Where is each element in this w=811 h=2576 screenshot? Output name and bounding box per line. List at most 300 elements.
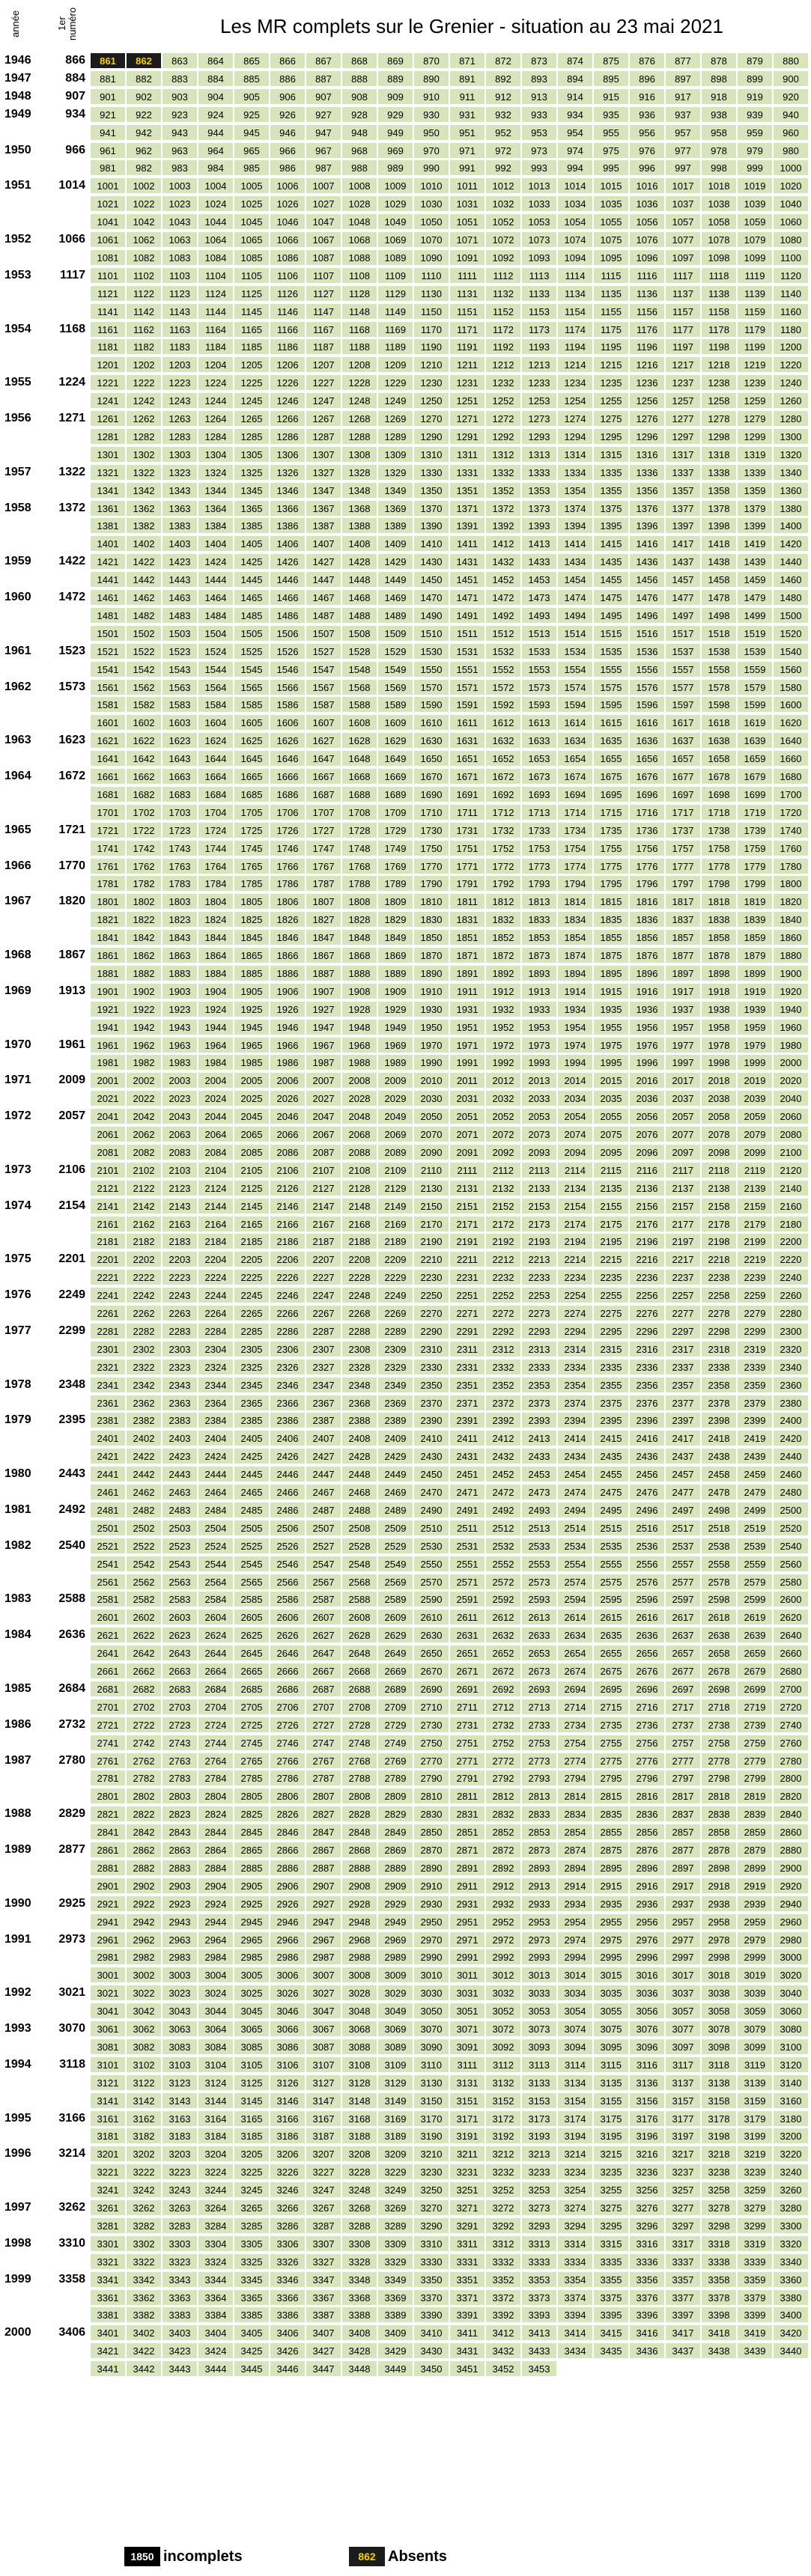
issue-cell: 2330 [413, 1359, 449, 1375]
issue-cell: 1328 [341, 464, 377, 481]
issue-cell: 1839 [737, 911, 773, 928]
issue-cell: 1025 [234, 195, 270, 212]
issue-cell: 1800 [773, 875, 809, 892]
issue-cell: 3415 [593, 2324, 629, 2341]
year-label: 1960 [4, 591, 31, 603]
issue-cell: 2177 [665, 1216, 701, 1232]
issue-cell: 1225 [234, 374, 270, 391]
issue-cell: 1030 [413, 195, 449, 212]
issue-cell: 1565 [234, 679, 270, 695]
year-label: 1962 [4, 680, 31, 693]
first-number-label: 2684 [58, 1681, 85, 1695]
issue-cell: 2674 [557, 1663, 593, 1679]
issue-cell: 1732 [485, 822, 521, 838]
issue-cell: 1855 [593, 929, 629, 946]
year-label: 1959 [4, 555, 31, 568]
issue-cell: 1143 [162, 303, 198, 320]
issue-cell: 3247 [306, 2181, 341, 2198]
issue-cell: 3424 [198, 2342, 234, 2359]
issue-cell: 2406 [270, 1430, 306, 1446]
issue-cell: 1595 [593, 696, 629, 713]
issue-cell: 2704 [198, 1699, 234, 1715]
issue-cell: 2134 [557, 1180, 593, 1196]
issue-cell: 2238 [701, 1269, 737, 1285]
issue-cell: 2931 [449, 1896, 485, 1912]
issue-cell: 999 [737, 159, 773, 176]
issue-cell: 2760 [773, 1735, 809, 1751]
issue-cell: 1718 [701, 804, 737, 820]
issue-cell: 2754 [557, 1735, 593, 1751]
issue-cell: 2597 [665, 1591, 701, 1607]
issue-cell: 2903 [162, 1878, 198, 1894]
issue-cell: 3400 [773, 2306, 809, 2323]
issue-cell: 2969 [377, 1931, 413, 1948]
issue-cell: 1809 [377, 893, 413, 910]
issue-cell: 1703 [162, 804, 198, 820]
issue-cell: 2603 [162, 1609, 198, 1625]
issue-cell: 2857 [665, 1824, 701, 1840]
issue-cell: 929 [377, 106, 413, 123]
issue-cell: 2388 [341, 1412, 377, 1428]
issue-cell: 3177 [665, 2110, 701, 2127]
issue-cell: 2917 [665, 1878, 701, 1894]
issue-cell: 2368 [341, 1395, 377, 1411]
issue-cell: 943 [162, 124, 198, 141]
issue-cell: 1086 [270, 249, 306, 266]
issue-cell: 1874 [557, 947, 593, 963]
year-label: 1947 [4, 71, 31, 85]
issue-cell: 3398 [701, 2306, 737, 2323]
issue-cell: 2355 [593, 1377, 629, 1393]
issue-cell: 2850 [413, 1824, 449, 1840]
issue-cell: 1721 [90, 822, 126, 838]
issue-cell: 2872 [485, 1842, 521, 1858]
issue-cell: 2825 [234, 1806, 270, 1822]
issue-cell: 3157 [665, 2092, 701, 2109]
issue-cell: 2207 [306, 1251, 341, 1267]
issue-cell: 2510 [413, 1520, 449, 1536]
issue-cell: 2984 [198, 1949, 234, 1965]
issue-cell: 2685 [234, 1681, 270, 1697]
issue-cell: 1628 [341, 732, 377, 749]
issue-cell: 2132 [485, 1180, 521, 1196]
issue-cell: 1656 [629, 750, 665, 767]
issue-cell: 1016 [629, 177, 665, 194]
issue-cell: 1321 [90, 464, 126, 481]
issue-cell: 1279 [737, 410, 773, 427]
first-number-label: 1322 [58, 465, 85, 478]
issue-cell: 1336 [629, 464, 665, 481]
issue-cell: 1616 [629, 714, 665, 731]
issue-cell: 1768 [341, 858, 377, 874]
issue-cell: 3235 [593, 2164, 629, 2180]
issue-cell: 1993 [521, 1054, 557, 1071]
issue-cell: 2656 [629, 1645, 665, 1661]
issue-cell: 1027 [306, 195, 341, 212]
issue-cell: 1691 [449, 786, 485, 803]
issue-cell: 2521 [90, 1538, 126, 1554]
issue-cell: 2757 [665, 1735, 701, 1751]
issue-cell: 993 [521, 159, 557, 176]
issue-cell: 1441 [90, 571, 126, 588]
issue-cell: 2150 [413, 1198, 449, 1214]
issue-cell: 947 [306, 124, 341, 141]
issue-cell: 1326 [270, 464, 306, 481]
issue-cell: 2117 [665, 1162, 701, 1178]
issue-cell: 2892 [485, 1860, 521, 1876]
issue-cell: 1903 [162, 983, 198, 999]
issue-cell: 3288 [341, 2217, 377, 2234]
issue-cell: 1491 [449, 607, 485, 624]
issue-cell: 1339 [737, 464, 773, 481]
issue-cell: 1458 [701, 571, 737, 588]
issue-cell: 2826 [270, 1806, 306, 1822]
issue-cell: 2358 [701, 1377, 737, 1393]
issue-cell: 1799 [737, 875, 773, 892]
issue-cell: 1312 [485, 446, 521, 463]
issue-cell: 2901 [90, 1878, 126, 1894]
issue-cell: 1601 [90, 714, 126, 731]
first-number-label: 2732 [58, 1717, 85, 1731]
issue-cell: 3101 [90, 2056, 126, 2073]
issue-cell: 2464 [198, 1484, 234, 1500]
issue-cell: 1646 [270, 750, 306, 767]
issue-cell: 3405 [234, 2324, 270, 2341]
issue-cell: 1084 [198, 249, 234, 266]
issue-cell: 1473 [521, 589, 557, 606]
issue-cell: 1645 [234, 750, 270, 767]
issue-cell: 2022 [126, 1090, 162, 1106]
issue-cell: 2278 [701, 1305, 737, 1321]
issue-cell: 1447 [306, 571, 341, 588]
issue-cell: 1660 [773, 750, 809, 767]
issue-cell: 3440 [773, 2342, 809, 2359]
issue-cell: 3349 [377, 2271, 413, 2288]
issue-cell: 3076 [629, 2021, 665, 2037]
issue-cell: 2162 [126, 1216, 162, 1232]
issue-cell: 1287 [306, 428, 341, 445]
issue-cell: 2805 [234, 1788, 270, 1804]
issue-cell: 2996 [629, 1949, 665, 1965]
issue-cell: 2512 [485, 1520, 521, 1536]
issue-cell: 2693 [521, 1681, 557, 1697]
issue-cell: 2420 [773, 1430, 809, 1446]
issue-cell: 3108 [341, 2056, 377, 2073]
issue-cell: 1509 [377, 625, 413, 642]
issue-cell: 1300 [773, 428, 809, 445]
issue-cell: 1911 [449, 983, 485, 999]
issue-cell: 3302 [126, 2235, 162, 2252]
issue-cell: 2939 [737, 1896, 773, 1912]
issue-cell: 2283 [162, 1323, 198, 1339]
issue-cell: 3129 [377, 2074, 413, 2091]
issue-cell: 2108 [341, 1162, 377, 1178]
issue-cell: 1737 [665, 822, 701, 838]
issue-cell: 3048 [341, 2003, 377, 2019]
issue-cell: 1539 [737, 643, 773, 660]
issue-cell: 3203 [162, 2146, 198, 2162]
issue-cell: 916 [629, 88, 665, 105]
issue-cell: 2488 [341, 1502, 377, 1518]
issue-cell: 1419 [737, 535, 773, 552]
issue-cell: 926 [270, 106, 306, 123]
issue-cell: 1876 [629, 947, 665, 963]
issue-cell: 3089 [377, 2038, 413, 2055]
issue-cell: 3106 [270, 2056, 306, 2073]
issue-cell: 1735 [593, 822, 629, 838]
issue-cell: 1416 [629, 535, 665, 552]
issue-cell: 3050 [413, 2003, 449, 2019]
issue-cell: 2043 [162, 1108, 198, 1124]
issue-cell: 1678 [701, 768, 737, 785]
issue-cell: 1837 [665, 911, 701, 928]
issue-cell: 2955 [593, 1913, 629, 1930]
issue-cell: 1861 [90, 947, 126, 963]
issue-cell: 1297 [665, 428, 701, 445]
issue-cell: 2959 [737, 1913, 773, 1930]
issue-cell: 1147 [306, 303, 341, 320]
issue-cell: 2451 [449, 1466, 485, 1482]
issue-cell: 915 [593, 88, 629, 105]
issue-cell: 2440 [773, 1448, 809, 1464]
issue-cell: 3256 [629, 2181, 665, 2198]
issue-cell: 1314 [557, 446, 593, 463]
issue-cell: 2123 [162, 1180, 198, 1196]
issue-cell: 3179 [737, 2110, 773, 2127]
issue-cell: 2623 [162, 1627, 198, 1643]
issue-cell: 1412 [485, 535, 521, 552]
issue-cell: 2232 [485, 1269, 521, 1285]
issue-cell: 2372 [485, 1395, 521, 1411]
issue-cell: 904 [198, 88, 234, 105]
issue-cell: 2285 [234, 1323, 270, 1339]
issue-cell: 2114 [557, 1162, 593, 1178]
issue-cell: 1353 [521, 482, 557, 499]
issue-cell: 921 [90, 106, 126, 123]
issue-cell: 2105 [234, 1162, 270, 1178]
issue-cell: 1452 [485, 571, 521, 588]
issue-cell: 3253 [521, 2181, 557, 2198]
issue-cell: 3105 [234, 2056, 270, 2073]
year-label: 1946 [4, 54, 31, 67]
issue-cell: 1813 [521, 893, 557, 910]
year-label: 1999 [4, 2272, 31, 2286]
first-number-label: 2106 [58, 1163, 85, 1176]
issue-cell: 2624 [198, 1627, 234, 1643]
issue-cell: 1560 [773, 661, 809, 678]
issue-cell: 863 [162, 52, 198, 69]
issue-cell: 2151 [449, 1198, 485, 1214]
issue-cell: 2250 [413, 1287, 449, 1303]
issue-cell: 1681 [90, 786, 126, 803]
issue-cell: 3282 [126, 2217, 162, 2234]
issue-cell: 2715 [593, 1699, 629, 1715]
issue-cell: 1136 [629, 285, 665, 302]
issue-cell: 2755 [593, 1735, 629, 1751]
issue-cell: 2648 [341, 1645, 377, 1661]
issue-cell: 1604 [198, 714, 234, 731]
issue-cell: 2971 [449, 1931, 485, 1948]
issue-cell: 1319 [737, 446, 773, 463]
issue-cell: 1372 [485, 500, 521, 517]
issue-cell: 1977 [665, 1037, 701, 1053]
issue-cell: 1858 [701, 929, 737, 946]
issue-cell: 1507 [306, 625, 341, 642]
issue-cell: 2484 [198, 1502, 234, 1518]
issue-cell: 1023 [162, 195, 198, 212]
issue-cell: 1177 [665, 321, 701, 338]
issue-cell: 3113 [521, 2056, 557, 2073]
issue-cell: 1465 [234, 589, 270, 606]
issue-cell: 2311 [449, 1341, 485, 1357]
issue-cell: 3258 [701, 2181, 737, 2198]
issue-cell: 1280 [773, 410, 809, 427]
issue-cell: 3023 [162, 1985, 198, 2001]
issue-cell: 3333 [521, 2253, 557, 2270]
issue-cell: 2413 [521, 1430, 557, 1446]
issue-cell: 1494 [557, 607, 593, 624]
issue-cell: 2508 [341, 1520, 377, 1536]
issue-cell: 2634 [557, 1627, 593, 1643]
first-number-label: 2780 [58, 1753, 85, 1767]
issue-cell: 1083 [162, 249, 198, 266]
issue-cell: 1941 [90, 1019, 126, 1035]
issue-cell: 1973 [521, 1037, 557, 1053]
issue-cell: 2327 [306, 1359, 341, 1375]
issue-cell: 2160 [773, 1198, 809, 1214]
issue-cell: 1777 [665, 858, 701, 874]
issue-cell: 2591 [449, 1591, 485, 1607]
issue-cell: 1623 [162, 732, 198, 749]
issue-cell: 2383 [162, 1412, 198, 1428]
issue-cell: 1116 [629, 267, 665, 284]
issue-cell: 1849 [377, 929, 413, 946]
issue-cell: 900 [773, 70, 809, 87]
issue-cell: 1624 [198, 732, 234, 749]
issue-cell: 1886 [270, 965, 306, 981]
year-label: 1990 [4, 1896, 31, 1910]
issue-cell: 1069 [377, 231, 413, 248]
issue-cell: 3430 [413, 2342, 449, 2359]
issue-cell: 2444 [198, 1466, 234, 1482]
issue-cell: 1478 [701, 589, 737, 606]
issue-cell: 1925 [234, 1001, 270, 1017]
first-number-label: 3262 [58, 2201, 85, 2214]
issue-cell: 1032 [485, 195, 521, 212]
issue-cell: 2377 [665, 1395, 701, 1411]
issue-cell: 2994 [557, 1949, 593, 1965]
issue-cell: 2945 [234, 1913, 270, 1930]
issue-cell: 1725 [234, 822, 270, 838]
issue-cell: 1269 [377, 410, 413, 427]
issue-cell: 1699 [737, 786, 773, 803]
issue-cell: 2848 [341, 1824, 377, 1840]
issue-cell: 1001 [90, 177, 126, 194]
issue-cell: 3445 [234, 2360, 270, 2377]
issue-cell: 2618 [701, 1609, 737, 1625]
issue-cell: 2040 [773, 1090, 809, 1106]
issue-cell: 2492 [485, 1502, 521, 1518]
issue-cell: 2270 [413, 1305, 449, 1321]
issue-cell: 3136 [629, 2074, 665, 2091]
issue-cell: 1440 [773, 553, 809, 570]
issue-cell: 2059 [737, 1108, 773, 1124]
year-label: 1974 [4, 1199, 31, 1212]
issue-cell: 2458 [701, 1466, 737, 1482]
issue-cell: 3192 [485, 2128, 521, 2144]
issue-cell: 3320 [773, 2235, 809, 2252]
issue-cell: 1026 [270, 195, 306, 212]
issue-cell: 2266 [270, 1305, 306, 1321]
issue-cell: 1625 [234, 732, 270, 749]
issue-cell: 2316 [629, 1341, 665, 1357]
issue-cell: 2577 [665, 1574, 701, 1590]
first-number-label: 3214 [58, 2147, 85, 2161]
issue-cell: 2268 [341, 1305, 377, 1321]
issue-cell: 2169 [377, 1216, 413, 1232]
year-label: 1976 [4, 1288, 31, 1302]
issue-cell: 1226 [270, 374, 306, 391]
legend-incomplets-label: incomplets [163, 2548, 243, 2565]
issue-cell: 1544 [198, 661, 234, 678]
issue-cell: 1843 [162, 929, 198, 946]
issue-cell: 3201 [90, 2146, 126, 2162]
issue-cell: 1022 [126, 195, 162, 212]
year-label: 1955 [4, 376, 31, 389]
issue-cell: 1427 [306, 553, 341, 570]
issue-cell: 1975 [593, 1037, 629, 1053]
issue-cell: 1776 [629, 858, 665, 874]
issue-cell: 1231 [449, 374, 485, 391]
issue-cell: 3229 [377, 2164, 413, 2180]
issue-cell: 1521 [90, 643, 126, 660]
issue-cell: 3031 [449, 1985, 485, 2001]
issue-cell: 975 [593, 142, 629, 159]
issue-cell: 2639 [737, 1627, 773, 1643]
issue-cell: 1662 [126, 768, 162, 785]
issue-cell: 3319 [737, 2235, 773, 2252]
issue-cell: 2496 [629, 1502, 665, 1518]
issue-cell: 2736 [629, 1717, 665, 1733]
issue-cell: 2068 [341, 1126, 377, 1142]
issue-cell: 2111 [449, 1162, 485, 1178]
year-label: 1978 [4, 1377, 31, 1391]
issue-cell: 2034 [557, 1090, 593, 1106]
issue-cell: 3306 [270, 2235, 306, 2252]
issue-cell: 2217 [665, 1251, 701, 1267]
issue-cell: 3044 [198, 2003, 234, 2019]
issue-cell: 2560 [773, 1556, 809, 1572]
issue-cell: 1771 [449, 858, 485, 874]
issue-cell: 2906 [270, 1878, 306, 1894]
issue-cell: 2689 [377, 1681, 413, 1697]
issue-cell: 2259 [737, 1287, 773, 1303]
issue-cell: 3123 [162, 2074, 198, 2091]
issue-cell: 2229 [377, 1269, 413, 1285]
issue-cell: 905 [234, 88, 270, 105]
issue-cell: 1091 [449, 249, 485, 266]
issue-cell: 3446 [270, 2360, 306, 2377]
issue-cell: 2779 [737, 1753, 773, 1769]
year-label: 1981 [4, 1502, 31, 1516]
issue-cell: 1448 [341, 571, 377, 588]
issue-cell: 1969 [377, 1037, 413, 1053]
issue-cell: 2786 [270, 1770, 306, 1786]
issue-cell: 3154 [557, 2092, 593, 2109]
issue-cell: 2267 [306, 1305, 341, 1321]
issue-cell: 1454 [557, 571, 593, 588]
issue-cell: 2506 [270, 1520, 306, 1536]
